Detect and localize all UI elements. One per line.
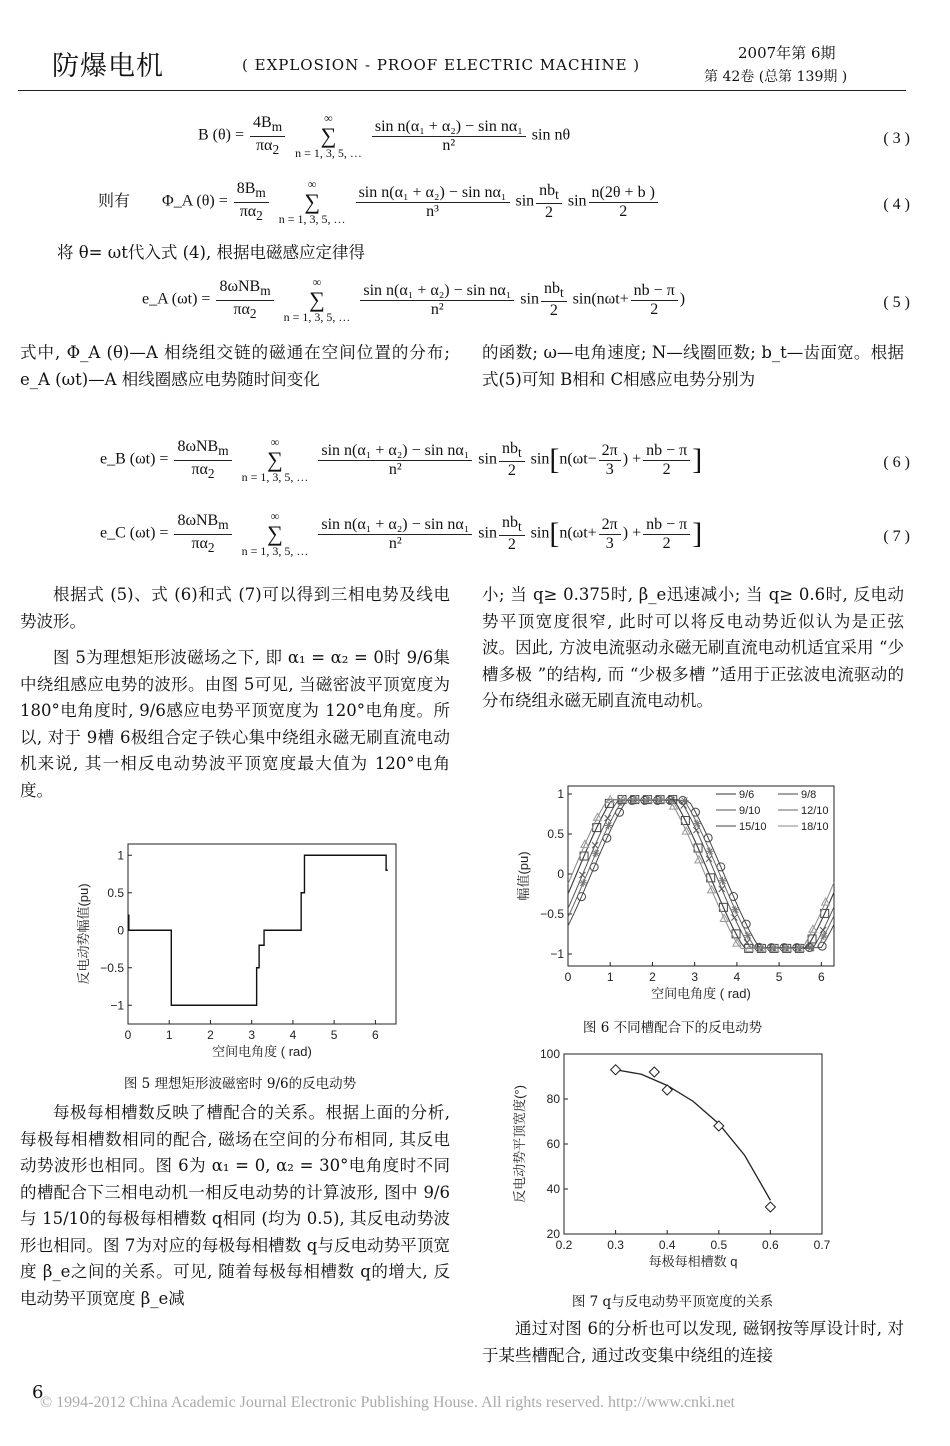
- eq3-coef-num: 4B: [253, 114, 272, 132]
- fig6-point-12-10: [820, 932, 828, 940]
- sum-bottom: n = 1, 3, 5, …: [241, 544, 309, 558]
- fig6-point-12-10: [681, 797, 689, 805]
- fig6-xtick-label: 1: [606, 970, 614, 984]
- eq6-f2-num: nb: [501, 439, 518, 457]
- fig7-ytick-label: 40: [546, 1182, 560, 1196]
- fig6-xtick-label: 3: [691, 970, 699, 984]
- figure-5-caption: 图 5 理想矩形波磁密时 9/6的反电动势: [123, 1076, 357, 1092]
- equation-7: e_C (ωt) = $\frac{8\omega NB_m}{\pi\alpha_2}$ ∞ ∑ n = 1, 3, 5, … $\frac{\text{sin n(α₁ + α₂) − sin nα₁}}{\text{n²}}$ sin $\frac{nb_t}{2}$ sin[n(ωt+ $\frac{2\pi}{3}$ ) + $\frac{nb - \pi}{2}$ ]: [100, 509, 703, 558]
- fig7-xtick-label: 0.7: [813, 1238, 831, 1252]
- equation-6-number: ( 6 ): [883, 454, 910, 471]
- figure-7-caption: 图 7 q与反电动势平顶宽度的关系: [571, 1294, 774, 1310]
- eq5-intro: 将 θ= ωt代入式 (4), 根据电磁感应定律得: [57, 243, 365, 262]
- eq7-den: n²: [388, 534, 402, 552]
- fig6-legend-label: 9/6: [739, 789, 755, 801]
- eq6-p-num: 2π: [599, 442, 621, 461]
- fig6-point-9-10: [592, 842, 598, 848]
- fig7-ytick-label: 80: [546, 1092, 560, 1106]
- fig6-point-9-10: [731, 915, 737, 921]
- eq5-den: n²: [430, 300, 444, 318]
- fig6-point-12-10: [579, 879, 587, 887]
- eq7-p-num: 2π: [599, 516, 621, 535]
- eq7-f2-den: 2: [507, 536, 516, 554]
- fig6-xtick-label: 6: [817, 970, 825, 984]
- eq5-f2-den: 2: [549, 302, 558, 320]
- eq7-coef-den: πα: [191, 534, 208, 552]
- fig5-xtick-label: 5: [330, 1028, 338, 1042]
- fig6-point-9-10: [820, 927, 826, 933]
- fig6-legend-label: 9/10: [739, 805, 761, 817]
- fig7-data-point: [765, 1202, 775, 1212]
- eq6-f3-num: nb − π: [643, 442, 690, 461]
- fig6-legend-label: 15/10: [739, 821, 767, 833]
- fig5-ytick-label: 0: [117, 923, 124, 938]
- sum-sign: ∑: [304, 189, 321, 214]
- eq3-lhs: B (θ) =: [198, 126, 245, 144]
- eq5-f2-num: nb: [543, 279, 560, 297]
- fig6-point-9-10: [719, 886, 725, 892]
- fig5-xtick-label: 4: [289, 1028, 297, 1042]
- paragraph-left-1: 根据式 (5)、式 (6)和式 (7)可以得到三相电势及线电势波形。: [20, 585, 450, 631]
- fig6-xtick-label: 4: [733, 970, 741, 984]
- fig5-xtick-label: 3: [248, 1028, 256, 1042]
- fig6-point-12-10: [605, 821, 613, 829]
- copyright-footer: © 1994-2012 China Academic Journal Electronic Publishing House. All rights reserved. http://www.cnki.net: [40, 1394, 735, 1411]
- figure-7-chart: [490, 1046, 855, 1282]
- equation-4-number: ( 4 ): [883, 196, 910, 213]
- figure-5-chart: [60, 836, 420, 1066]
- fig5-xtick-label: 0: [124, 1028, 132, 1042]
- eq4-coef-num: 8B: [236, 180, 256, 198]
- fig7-data-point: [662, 1085, 672, 1095]
- fig6-series-9-8: [568, 800, 834, 947]
- eq7-p-den: 3: [605, 534, 614, 552]
- fig6-point-12-10: [744, 932, 752, 940]
- fig6-ytick-label: 1: [557, 787, 564, 801]
- sum-sign: ∑: [309, 287, 325, 312]
- fig6-ytick-label: 0.5: [547, 827, 564, 841]
- eq4-coef-den: πα: [239, 202, 257, 220]
- equation-3-number: ( 3 ): [883, 130, 910, 147]
- eq6-p-den: 3: [605, 460, 614, 478]
- eq6-lhs: e_B (ωt) =: [100, 450, 169, 468]
- fig6-point-9-10: [706, 856, 712, 862]
- fig6-point-9-10: [579, 872, 585, 878]
- fig7-ytick-label: 100: [539, 1047, 560, 1061]
- equation-5-number: ( 5 ): [883, 294, 910, 311]
- fig6-xlabel: 空间电角度 ( rad): [651, 986, 751, 1001]
- eq6-f2-den: 2: [507, 462, 516, 480]
- fig5-xtick-label: 6: [372, 1028, 379, 1042]
- eq6-coef-num: 8ωNB: [177, 438, 219, 456]
- journal-title: 防爆电机: [52, 51, 164, 82]
- fig5-ytick-label: −0.5: [100, 960, 124, 975]
- where-left: 式中, Φ_A (θ)—A 相绕组交链的磁通在空间位置的分布; e_A (ωt)—A 相线圈感应电势随时间变化: [20, 343, 450, 389]
- fig7-xtick-label: 0.4: [658, 1238, 676, 1252]
- issue-volume: 第 42卷 (总第 139期 ): [704, 69, 848, 85]
- eq6-den: n²: [388, 460, 402, 478]
- fig7-data-point: [611, 1065, 621, 1075]
- fig7-xtick-label: 0.5: [710, 1238, 728, 1252]
- eq4-f2-num: nb: [539, 181, 556, 199]
- sum-sign: ∑: [267, 521, 283, 546]
- page-number: 6: [32, 1382, 44, 1403]
- eq7-num: sin n(α₁ + α₂) − sin nα₁: [318, 516, 472, 535]
- fig7-xtick-label: 0.3: [607, 1238, 624, 1252]
- figure-6-chart: [490, 780, 855, 1012]
- equation-5: e_A (ωt) = $\frac{8\omega NB_m}{\pi\alpha_2}$ ∞ ∑ n = 1, 3, 5, … $\frac{\text{sin n(α₁ + α₂) − sin nα₁}}{\text{n²}}$ sin $\frac{nb_t}{2}$ sin(nωt+ $\frac{nb - \pi}{2}$ ): [142, 275, 686, 324]
- eq6-num: sin n(α₁ + α₂) − sin nα₁: [318, 442, 472, 461]
- fig7-ytick-label: 20: [546, 1227, 560, 1241]
- fig5-ytick-label: −1: [110, 998, 124, 1013]
- eq3-num: sin n(α₁ + α₂) − sin nα₁: [372, 118, 526, 137]
- fig5-frame: [128, 844, 396, 1024]
- sum-sign: ∑: [267, 447, 283, 472]
- equation-7-number: ( 7 ): [883, 528, 910, 545]
- eq3-tail: sin nθ: [531, 126, 571, 144]
- eq5-coef-den: πα: [233, 300, 250, 318]
- paragraph-right-2: 通过对图 6的分析也可以发现, 磁钢按等厚设计时, 对于某些槽配合, 通过改变集中绕组的连接: [482, 1319, 904, 1365]
- fig6-xtick-label: 2: [649, 970, 656, 984]
- fig6-point-12-10: [693, 820, 701, 828]
- sum-top: ∞: [307, 177, 317, 191]
- eq7-f2-num: nb: [501, 513, 518, 531]
- fig6-point-9-10: [693, 827, 699, 833]
- journal-title-en: ( EXPLOSION - PROOF ELECTRIC MACHINE ): [242, 56, 641, 74]
- where-right: 的函数; ω—电角速度; N—线圈匝数; b_t—齿面宽。根据式(5)可知 B相和 C相感应电势分别为: [482, 343, 904, 389]
- issue-year: 2007年第 6期: [738, 44, 836, 62]
- fig5-series-line: [128, 855, 388, 1005]
- fig6-point-12-10: [706, 847, 714, 855]
- fig6-point-12-10: [719, 877, 727, 885]
- eq4-f3-num: n(2θ + b ): [589, 184, 658, 203]
- eq5-lhs: e_A (ωt) =: [142, 290, 211, 308]
- fig5-ylabel: 反电动势幅值(pu): [76, 883, 91, 985]
- fig7-data-point: [714, 1121, 724, 1131]
- fig6-legend-label: 18/10: [801, 821, 829, 833]
- sum-top: ∞: [324, 111, 333, 125]
- equation-3: B (θ) = $\frac{4B_m}{\pi\alpha_2}$ ∞ ∑ n = 1, 3, 5, … $\frac{\text{sin n(α₁ + α₂) − sin nα₁}}{\text{n²}}$ sin nθ: [198, 111, 571, 160]
- fig7-ytick-label: 60: [546, 1137, 560, 1151]
- eq7-f3-den: 2: [662, 534, 671, 552]
- fig6-ytick-label: −0.5: [540, 907, 564, 921]
- sum-sign: ∑: [320, 123, 337, 148]
- fig6-xtick-label: 0: [564, 970, 572, 984]
- eq7-inner: n(ωt+: [559, 524, 597, 542]
- fig6-point-12-10: [731, 906, 739, 914]
- fig5-xtick-label: 2: [207, 1028, 214, 1042]
- paragraph-left-2: 图 5为理想矩形波磁场之下, 即 α₁ = α₂ = 0时 9/6集中绕组感应电势的波形。由图 5可见, 当磁密波平顶宽度为 180°电角度时, 9/6感应电势平顶宽度为 120°电角度。所以, 对于 9槽 6极组合定子铁心集中绕组永磁无刷直流电动机来说, 其一相反电动势波平顶宽度最大值为 120°电角度。: [20, 648, 450, 800]
- eq5-f3-den: 2: [650, 300, 659, 318]
- fig7-xlabel: 每极每相槽数 q: [648, 1254, 738, 1269]
- eq5-coef-num: 8ωNB: [219, 278, 261, 296]
- eq7-lhs: e_C (ωt) =: [100, 524, 169, 542]
- fig6-legend-label: 9/8: [801, 789, 817, 801]
- figure-6-caption: 图 6 不同槽配合下的反电动势: [582, 1020, 763, 1036]
- fig6-point-12-10: [592, 849, 600, 857]
- fig5-ytick-label: 1: [117, 848, 124, 863]
- eq4-lead: 则有: [98, 190, 131, 210]
- sum-top: ∞: [312, 275, 322, 289]
- sum-bottom: n = 1, 3, 5, …: [241, 470, 309, 484]
- fig6-frame: [568, 786, 834, 966]
- eq7-f3-num: nb − π: [643, 516, 690, 535]
- fig7-ylabel: 反电动势平顶宽度(°): [512, 1085, 527, 1203]
- eq5-num: sin n(α₁ + α₂) − sin nα₁: [360, 282, 514, 301]
- eq5-f3-pre: sin(nωt+: [572, 290, 629, 308]
- fig7-xtick-label: 0.6: [762, 1238, 779, 1252]
- equation-4: 则有 Φ_A (θ) = $\frac{8B_m}{\pi\alpha_2}$ ∞ ∑ n = 1, 3, 5, … $\frac{\text{sin n(α₁ + α₂) − sin nα₁}}{\text{n³}}$ sin $\frac{nb_t}{2}$ sin $\frac{n(2\theta + b )}{2}$: [98, 178, 660, 226]
- eq4-lhs: Φ_A (θ) =: [162, 192, 228, 210]
- sum-bottom: n = 1, 3, 5, …: [295, 146, 362, 160]
- eq7-coef-num: 8ωNB: [177, 512, 219, 530]
- eq4-num: sin n(α₁ + α₂) − sin nα₁: [356, 184, 510, 203]
- paragraph-right-1: 小; 当 q≥ 0.375时, β_e迅速减小; 当 q≥ 0.6时, 反电动势平顶宽度很窄, 此时可以将反电动势近似认为是正弦波。因此, 方波电流驱动永磁无刷直流电动机适宜采用 “少槽多极 ”的结构, 而 “少极多槽 ”适用于正弦波电流驱动的分布绕组永磁无刷直流电动机。: [482, 585, 904, 710]
- eq6-coef-den: πα: [191, 460, 208, 478]
- paragraph-left-3: 每极每相槽数反映了槽配合的关系。根据上面的分析, 每极每相槽数相同的配合, 磁场在空间的分布相同, 其反电动势波形也相同。图 6为 α₁ = 0, α₂ = 30°电角度时不同的槽配合下三相电动机一相反电动势的计算波形, 图中 9/6与 15/10的每极每相槽数 q相同 (均为 0.5), 其反电动势波形也相同。图 7为对应的每极每相槽数 q与反电动势平顶宽度 β_e之间的关系。可见, 随着每极每相槽数 q的增大, 反电动势平顶宽度 β_e减: [20, 1103, 450, 1308]
- eq6-inner: n(ωt−: [559, 450, 597, 468]
- fig6-point-9-10: [605, 815, 611, 821]
- sum-top: ∞: [270, 435, 280, 449]
- fig7-fit-curve: [616, 1070, 771, 1201]
- fig7-xtick-label: 0.2: [555, 1238, 573, 1252]
- sum-top: ∞: [270, 509, 280, 523]
- fig5-ytick-label: 0.5: [107, 885, 124, 900]
- fig6-ytick-label: 0: [557, 867, 564, 881]
- fig7-frame: [564, 1054, 822, 1234]
- sum-bottom: n = 1, 3, 5, …: [278, 212, 346, 226]
- eq3-coef-den: πα: [255, 136, 273, 154]
- eq5-f3-num: nb − π: [631, 282, 678, 301]
- header-rule: [18, 90, 906, 91]
- fig5-xtick-label: 1: [165, 1028, 173, 1042]
- fig6-ytick-label: −1: [550, 947, 564, 961]
- eq4-f3-den: 2: [619, 202, 628, 220]
- eq4-den: n³: [426, 202, 439, 220]
- eq4-f2-den: 2: [545, 204, 554, 222]
- fig6-ylabel: 幅值(pu): [516, 851, 531, 901]
- fig5-xlabel: 空间电角度 ( rad): [212, 1044, 312, 1059]
- eq3-den: n²: [442, 136, 456, 154]
- fig6-xtick-label: 5: [775, 970, 783, 984]
- eq6-f3-den: 2: [662, 460, 671, 478]
- sum-bottom: n = 1, 3, 5, …: [283, 310, 351, 324]
- fig7-data-point: [649, 1067, 659, 1077]
- fig6-legend-label: 12/10: [801, 805, 829, 817]
- equation-6: e_B (ωt) = $\frac{8\omega NB_m}{\pi\alpha_2}$ ∞ ∑ n = 1, 3, 5, … $\frac{\text{sin n(α₁ + α₂) − sin nα₁}}{\text{n²}}$ sin $\frac{nb_t}{2}$ sin[n(ωt− $\frac{2\pi}{3}$ ) + $\frac{nb - \pi}{2}$ ]: [100, 435, 703, 484]
